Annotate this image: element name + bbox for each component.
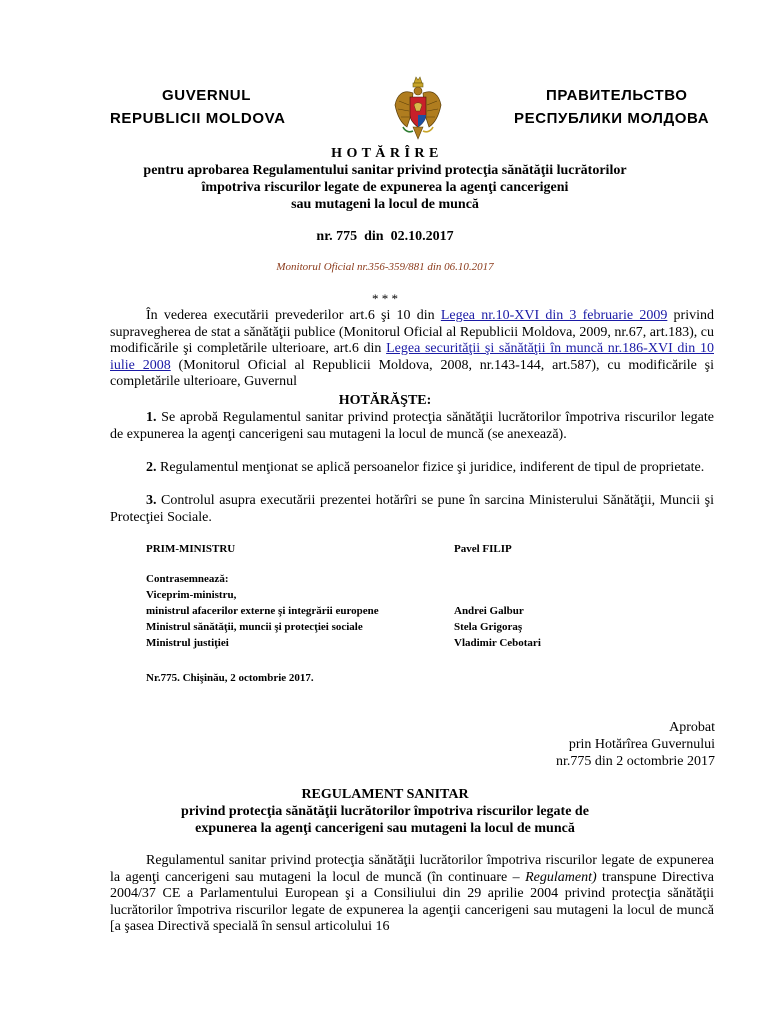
point-text: Regulamentul menţionat se aplică persoanelor fizice şi juridice, indiferent de tipul de proprietate.	[156, 460, 705, 475]
approved-line2: prin Hotărîrea Guvernului	[568, 737, 715, 752]
name-grigoras: Stela Grigoraş	[454, 621, 523, 633]
role-health: Ministrul sănătăţii, muncii şi protecţiei sociale	[146, 621, 363, 633]
pm-name: Pavel FILIP	[454, 543, 512, 555]
regulation-subtitle-line1: privind protecţia sănătăţii lucrătorilor împotriva riscurilor legate de	[181, 804, 589, 819]
preamble-text-2: privind supravegherea de stat a sănătăţii publice (Monitorul Oficial al Republicii Moldova, 2009, nr.67, art.183), cu modificările şi completările ulterioare, art.6 din	[110, 308, 714, 356]
coat-of-arms-icon	[393, 75, 443, 143]
approved-line3: nr.775 din 2 octombrie 2017	[555, 754, 715, 769]
preamble-text-1: În vederea executării prevederilor art.6 şi 10 din	[146, 308, 441, 323]
pm-label: PRIM-MINISTRU	[146, 543, 236, 555]
header-left-line1: GUVERNUL	[162, 87, 251, 104]
point-number: 3.	[146, 493, 157, 508]
point-number: 1.	[146, 410, 157, 425]
header-right-line2: РЕСПУБЛИКИ МОЛДОВА	[514, 110, 710, 127]
law-link-work-safety[interactable]: Legea securităţii şi sănătăţii în muncă nr.186-XVI din 10 iulie 2008	[110, 341, 714, 373]
decision-point-1	[110, 410, 714, 443]
header-left-line2: REPUBLICII MOLDOVA	[110, 110, 286, 127]
intro-italic: Regulament)	[525, 869, 597, 885]
decision-subtitle-line3: sau mutageni la locul de muncă	[291, 197, 479, 212]
monitor-reference: Monitorul Oficial nr.356-359/881 din 06.10.2017	[276, 261, 494, 273]
preamble-paragraph	[110, 308, 714, 391]
role-foreign-affairs: ministrul afacerilor externe şi integrării europene	[146, 605, 379, 617]
approved-line1: Aprobat	[669, 720, 715, 735]
header-right-line1: ПРАВИТЕЛЬСТВО	[546, 87, 688, 104]
intro-text-2: transpune Directiva 2004/37 CE a Parlamentului European şi a Consiliului din 29 aprilie 2004 privind protecţia sănătăţii lucrătorilor împotriva riscurilor legate de expunerea la agenţii cancerigeni sau mutageni la locul de muncă [a şasea Directivă specială în sensul articolului 16	[110, 869, 715, 934]
decision-point-2	[110, 460, 714, 477]
regulation-title: REGULAMENT SANITAR	[301, 787, 469, 802]
regulation-intro-paragraph	[110, 853, 714, 936]
countersign-label: Contrasemnează:	[146, 573, 229, 585]
intro-text-1: Regulamentul sanitar privind protecţia sănătăţii lucrătorilor împotriva riscurilor legate de expunerea la agenţi cancerigeni sau mutageni la locul de muncă (în continuare –	[110, 853, 714, 885]
decision-point-3	[110, 493, 714, 526]
name-galbur: Andrei Galbur	[454, 605, 524, 617]
role-justice: Ministrul justiţiei	[146, 637, 229, 649]
decision-title: H O T Ă R Î R E	[331, 146, 439, 161]
regulation-subtitle-line2: expunerea la agenţi cancerigeni sau mutageni la locul de muncă	[195, 821, 575, 836]
point-text: Se aprobă Regulamentul sanitar privind protecţia sănătăţii lucrătorilor împotriva riscurilor legate de expunerea la agenţi cancerigeni sau mutageni la locul de muncă (se anexează).	[110, 410, 714, 442]
decision-number: nr. 775 din 02.10.2017	[316, 229, 454, 244]
decision-subtitle-line1: pentru aprobarea Regulamentului sanitar privind protecţia sănătăţii lucrătorilor	[143, 163, 627, 178]
decision-subtitle-line2: împotriva riscurilor legate de expunerea la agenţi cancerigeni	[201, 180, 569, 195]
decides-heading: HOTĂRĂŞTE:	[338, 393, 432, 408]
name-cebotari: Vladimir Cebotari	[454, 637, 541, 649]
point-number: 2.	[146, 460, 157, 475]
separator-stars: * * *	[372, 291, 398, 306]
preamble-text-3: (Monitorul Oficial al Republicii Moldova, 2008, nr.143-144, art.587), cu modificările şi completările ulterioare, Guvernul	[110, 357, 714, 389]
law-link-public-health[interactable]: Legea nr.10-XVI din 3 februarie 2009	[440, 308, 668, 323]
place-date: Nr.775. Chişinău, 2 octombrie 2017.	[146, 672, 314, 684]
point-text: Controlul asupra executării prezentei hotărîri se pune în sarcina Ministerului Sănătăţii, Muncii şi Protecţiei Sociale.	[110, 493, 714, 525]
role-vice-pm: Viceprim-ministru,	[146, 589, 237, 601]
